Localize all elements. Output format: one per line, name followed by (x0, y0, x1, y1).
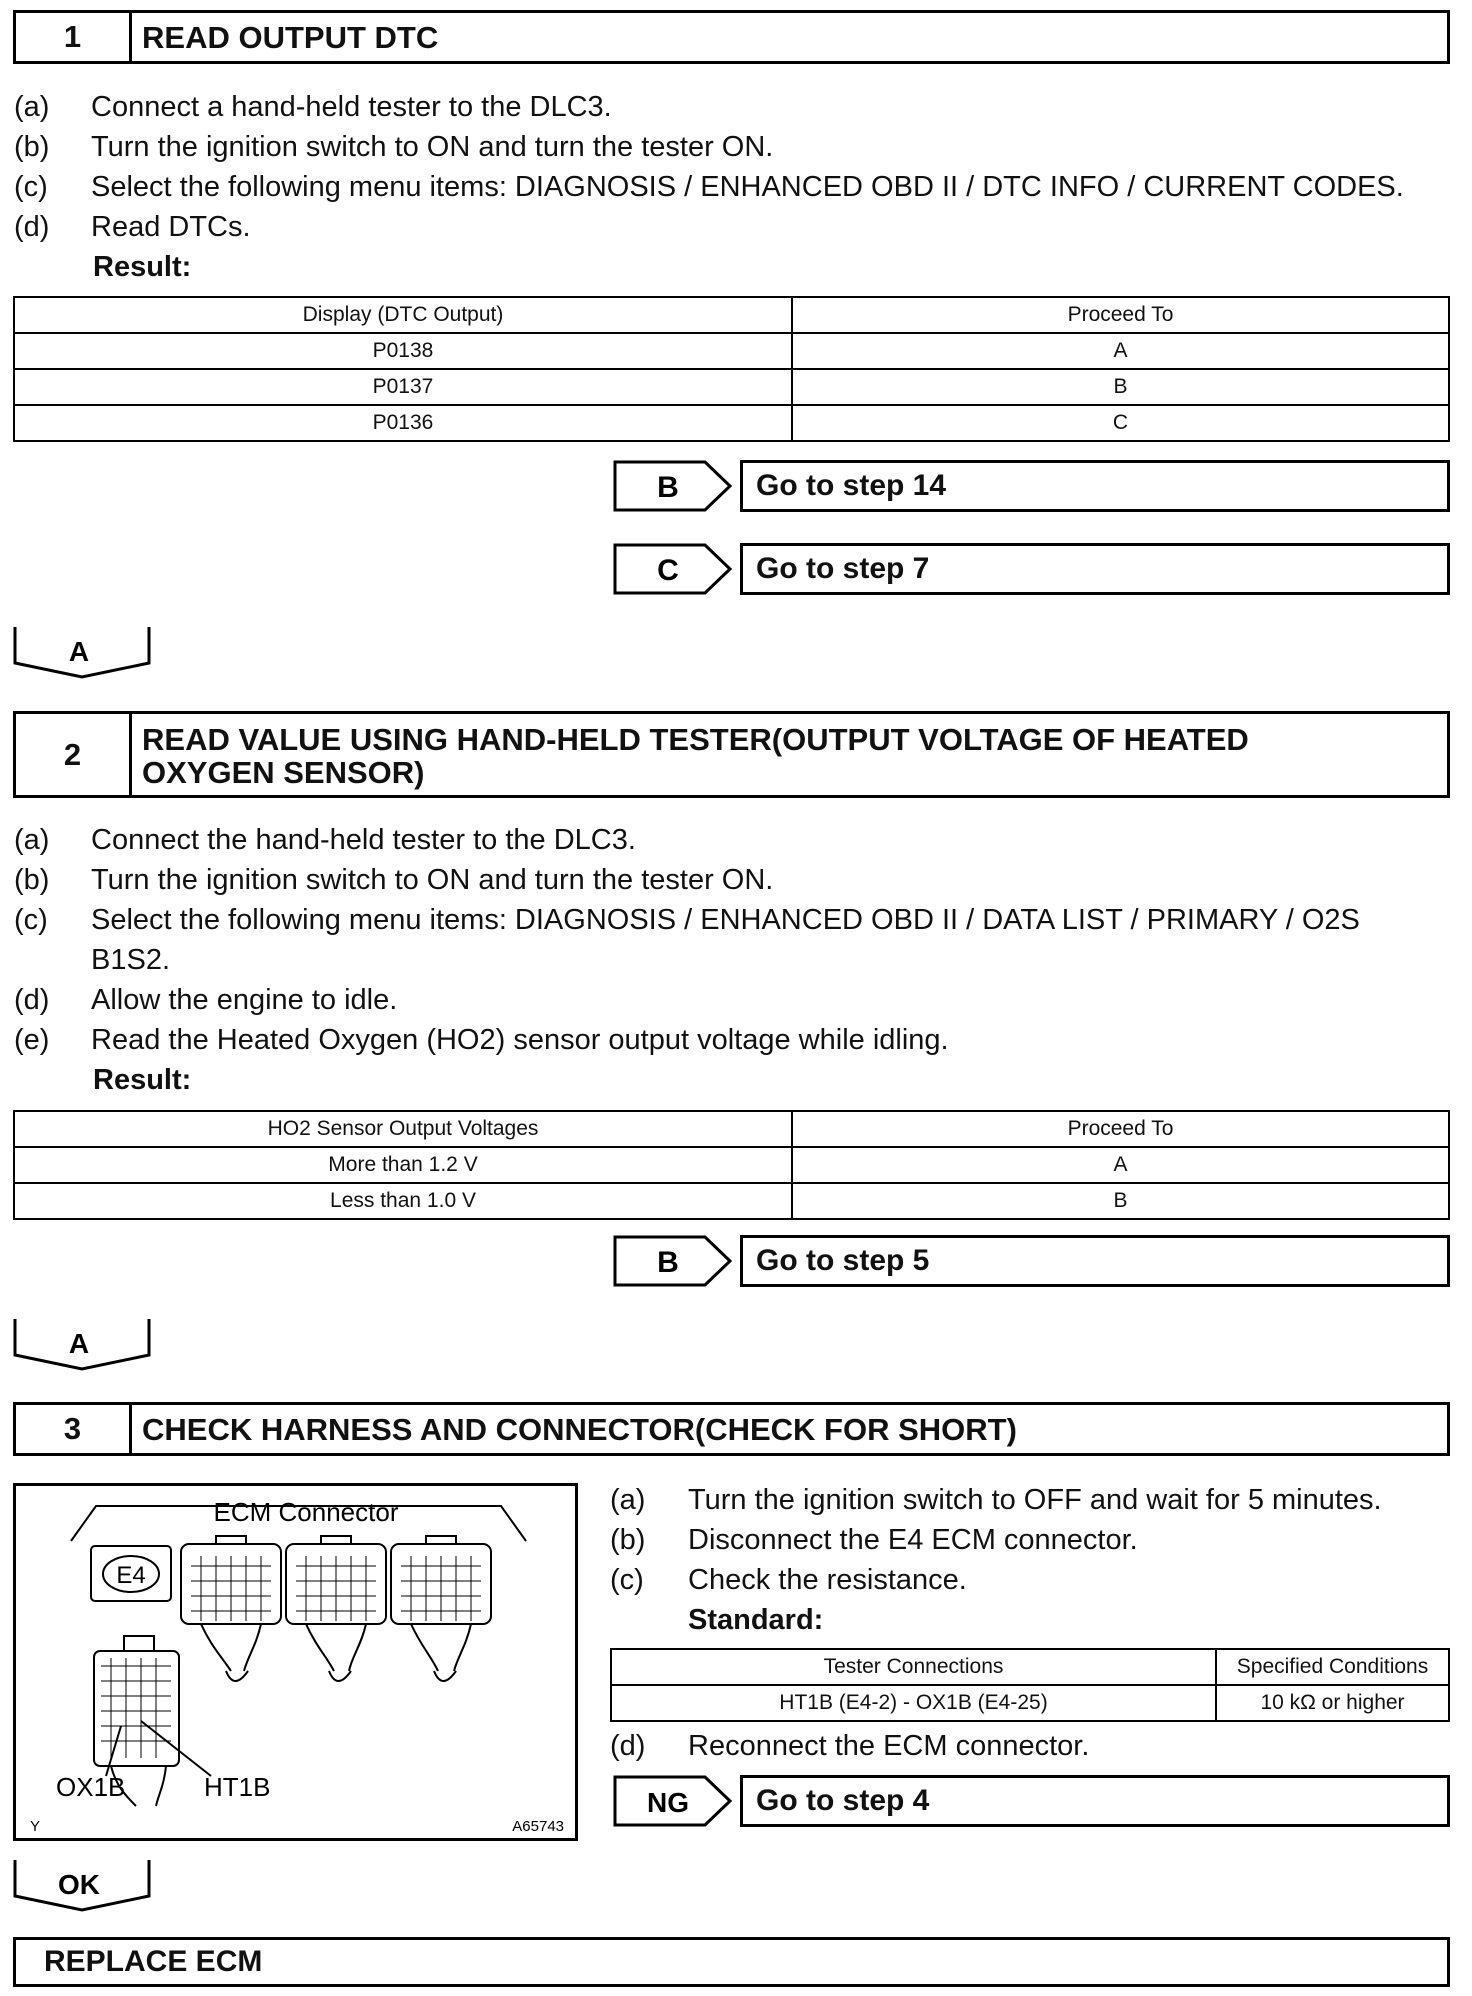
step-title: READ OUTPUT DTC (142, 20, 439, 55)
branch-tag-b (613, 460, 733, 512)
connector-id: E4 (116, 1562, 146, 1589)
next-tag-ok (13, 1858, 151, 1912)
svg-text:A: A (68, 1328, 90, 1359)
branch-tag-ng (613, 1775, 733, 1827)
result-table (13, 1110, 1450, 1220)
instruction-line-cont: B1S2. (91, 944, 170, 976)
figure-id: A65743 (512, 1818, 564, 1835)
result-table (13, 296, 1450, 442)
table-row: More than 1.2 V A (14, 1147, 1449, 1183)
result-label: Result: (93, 1064, 192, 1096)
table-header: HO2 Sensor Output Voltages (14, 1111, 792, 1147)
table-row: P0138 A (14, 333, 1449, 369)
svg-text:C: C (657, 554, 679, 587)
step-1-header (13, 10, 1450, 64)
step-3-header (13, 1402, 1450, 1456)
table-header: Proceed To (792, 1111, 1449, 1147)
table-row: Less than 1.0 V B (14, 1183, 1449, 1219)
svg-text:OK: OK (58, 1869, 100, 1900)
table-row: P0136 C (14, 405, 1449, 441)
label-ox1b: OX1B (56, 1772, 126, 1802)
standard-table (610, 1648, 1450, 1722)
ecm-connector-diagram (13, 1483, 578, 1841)
svg-text:B: B (657, 471, 679, 504)
table-header: Display (DTC Output) (14, 297, 792, 333)
next-tag-a (13, 1317, 151, 1371)
step-number: 3 (16, 1405, 132, 1453)
standard-label: Standard: (688, 1604, 824, 1636)
svg-text:B: B (657, 1246, 679, 1279)
next-tag-a (13, 625, 151, 679)
step-title: READ VALUE USING HAND-HELD TESTER(OUTPUT VOLTAGE OF HEATED OXYGEN SENSOR) (142, 722, 1249, 790)
step-number: 2 (16, 714, 132, 795)
step-2-header (13, 711, 1450, 798)
svg-text:NG: NG (647, 1787, 689, 1818)
step-title: CHECK HARNESS AND CONNECTOR(CHECK FOR SHORT) (142, 1412, 1017, 1447)
go-to-step-7[interactable]: Go to step 7 (740, 543, 1450, 595)
branch-tag-b (613, 1235, 733, 1287)
go-to-step-5[interactable]: Go to step 5 (740, 1235, 1450, 1287)
go-to-step-14[interactable]: Go to step 14 (740, 460, 1450, 512)
table-header: Tester Connections (611, 1649, 1216, 1685)
diagram-title: ECM Connector (213, 1497, 399, 1527)
go-to-step-4[interactable]: Go to step 4 (740, 1775, 1450, 1827)
corner-label: Y (30, 1818, 41, 1835)
step-number: 1 (16, 13, 132, 61)
table-row: HT1B (E4-2) - OX1B (E4-25) 10 kΩ or higher (611, 1685, 1449, 1721)
replace-ecm-box: REPLACE ECM (13, 1937, 1450, 1987)
label-ht1b: HT1B (204, 1772, 271, 1802)
svg-text:A: A (68, 636, 90, 667)
table-row: P0137 B (14, 369, 1449, 405)
table-header: Proceed To (792, 297, 1449, 333)
table-header: Specified Conditions (1216, 1649, 1449, 1685)
result-label: Result: (93, 251, 192, 283)
branch-tag-c (613, 543, 733, 595)
